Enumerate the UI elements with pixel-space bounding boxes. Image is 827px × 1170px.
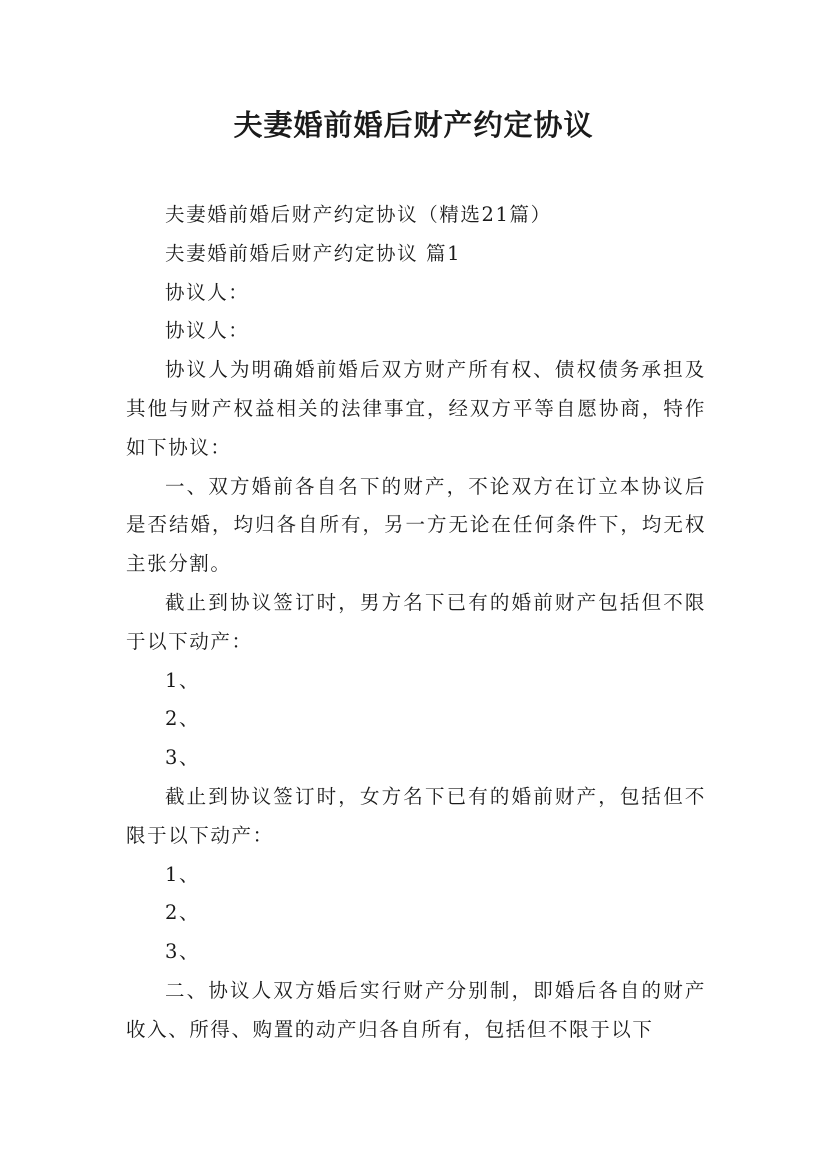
paragraph-list-item: 1、 (165, 862, 201, 886)
paragraph-list-item: 3、 (165, 940, 201, 964)
paragraph-clause-2: 二、协议人双方婚后实行财产分别制，即婚后各自的财产收入、所得、购置的动产归各自所有，包括但不限于以下 (126, 978, 706, 1041)
paragraph-clause-1: 一、双方婚前各自名下的财产，不论双方在订立本协议后是否结婚，均归各自所有，另一方无论在任何条件下，均无权主张分割。 (126, 474, 706, 576)
paragraph-party-1: 协议人： (165, 280, 250, 304)
paragraph-subtitle: 夫妻婚前婚后财产约定协议（精选21篇） (165, 203, 552, 226)
document-title: 夫妻婚前婚后财产约定协议 (233, 108, 594, 142)
paragraph-list-item: 1、 (165, 668, 201, 692)
paragraph-section-heading: 夫妻婚前婚后财产约定协议 篇1 (165, 241, 462, 265)
paragraph-male-assets: 截止到协议签订时，男方名下已有的婚前财产包括但不限于以下动产： (126, 590, 706, 653)
paragraph-list-item: 3、 (165, 746, 201, 770)
document-body (126, 196, 706, 1050)
paragraph-female-assets: 截止到协议签订时，女方名下已有的婚前财产，包括但不限于以下动产： (126, 784, 706, 847)
paragraph-list-item: 2、 (165, 901, 201, 925)
paragraph-party-2: 协议人： (165, 319, 250, 343)
paragraph-preamble: 协议人为明确婚前婚后双方财产所有权、债权债务承担及其他与财产权益相关的法律事宜，经双方平等自愿协商，特作如下协议： (126, 358, 706, 459)
paragraph-list-item: 2、 (165, 707, 201, 731)
